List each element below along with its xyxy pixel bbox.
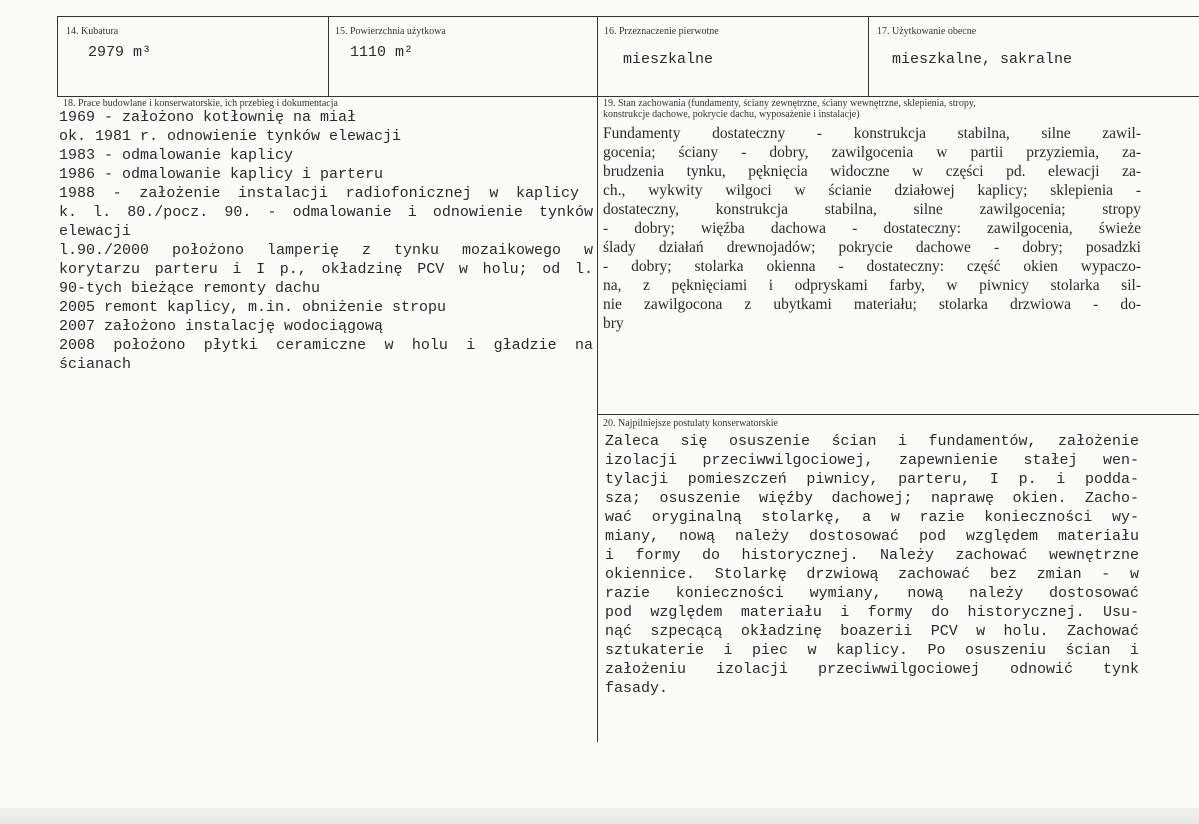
kubatura-label: 14. Kubatura: [66, 26, 119, 37]
postulaty-label: 20. Najpilniejsze postulaty konserwatorskie: [603, 418, 778, 429]
stan-label-2: konstrukcje dachowe, pokrycie dachu, wyposażenie i instalacje): [603, 109, 860, 120]
prace-line: 1983 - odmalowanie kaplicy: [59, 147, 294, 164]
prace-line: 90-tych bieżące remonty dachu: [59, 280, 321, 297]
left-border: [57, 16, 58, 96]
col-divider-2: [597, 16, 598, 742]
postulaty-line: sztukaterie i piec w kaplicy. Po osuszeniu ścian i: [605, 642, 1139, 659]
stan-line: ślady działań drewnojadów; pokrycie dachowe - dobry; posadzki: [603, 239, 1141, 256]
postulaty-line: założeniu izolacji przeciwwilgociowej odnowić tynk: [605, 661, 1139, 678]
stan-line: gocenia; ściany - dobry, zawilgocenia w partii przyziemia, za-: [603, 144, 1141, 161]
prace-line: ścianach: [59, 356, 132, 373]
postulaty-line: Zaleca się osuszenie ścian i fundamentów, założenie: [605, 433, 1139, 450]
uzytkowanie-label: 17. Użytkowanie obecne: [877, 26, 977, 37]
postulaty-line: i formy do historycznej. Należy zachować wewnętrzne: [605, 547, 1139, 564]
prace-line: 2007 założono instalację wodociągową: [59, 318, 384, 335]
stan-line: brudzenia tynku, pęknięcia widoczne w części pd. elewacji za-: [603, 163, 1141, 180]
top-border: [57, 16, 1199, 17]
postulaty-line: fasady.: [605, 680, 669, 697]
kubatura-value: 2979 m³: [88, 44, 152, 61]
przeznaczenie-value: mieszkalne: [623, 51, 714, 68]
stan-line: - dobry; więźba dachowa - dostateczny: zawilgocenia, świeże: [603, 220, 1141, 237]
scan-edge: [0, 808, 1199, 824]
prace-line: korytarzu parteru i I p., okładzinę PCV w holu; od l.: [59, 261, 593, 278]
col-divider-1: [328, 16, 329, 96]
prace-line: l.90./2000 położono lamperię z tynku mozaikowego w: [59, 242, 593, 259]
powierzchnia-label: 15. Powierzchnia użytkowa: [335, 26, 446, 37]
prace-line: 1969 - założono kotłownię na miał: [59, 109, 357, 126]
prace-line: 2008 położono płytki ceramiczne w holu i gładzie na: [59, 337, 593, 354]
col-divider-3: [868, 16, 869, 96]
stan-line: Fundamenty dostateczny - konstrukcja stabilna, silne zawil-: [603, 125, 1141, 142]
postulaty-line: sza; osuszenie więźby dachowej; naprawę okien. Zacho-: [605, 490, 1139, 507]
przeznaczenie-label: 16. Przeznaczenie pierwotne: [604, 26, 719, 37]
stan-line: - dobry; stolarka okienna - dostateczny: część okien wypaczo-: [603, 258, 1141, 275]
postulaty-line: izolacji przeciwwilgociowej, zapewnienie stałej wen-: [605, 452, 1139, 469]
prace-label: 18. Prace budowlane i konserwatorskie, ich przebieg i dokumentacja: [63, 98, 338, 109]
stan-line: dostateczny, konstrukcja stabilna, silne zawilgocenia; stropy: [603, 201, 1141, 218]
postulaty-line: wać oryginalną stolarkę, a w razie konieczności wy-: [605, 509, 1139, 526]
prace-line: 1986 - odmalowanie kaplicy i parteru: [59, 166, 384, 183]
section-divider-right: [597, 414, 1199, 415]
row-divider: [57, 96, 1199, 97]
postulaty-line: miany, nową należy dostosować pod względem materiału: [605, 528, 1139, 545]
stan-line: bry: [603, 315, 624, 332]
postulaty-line: pod względem materiału i formy do historycznej. Usu-: [605, 604, 1139, 621]
postulaty-line: razie konieczności wymiany, nową należy dostosować: [605, 585, 1139, 602]
postulaty-line: nąć szpecącą okładzinę boazerii PCV w holu. Zachować: [605, 623, 1139, 640]
stan-label-1: 19. Stan zachowania (fundamenty, ściany zewnętrzne, ściany wewnętrzne, sklepienia, stropy,: [603, 98, 976, 109]
prace-line: ok. 1981 r. odnowienie tynków elewacji: [59, 128, 402, 145]
prace-line: k. l. 80./pocz. 90. - odmalowanie i odnowienie tynków: [59, 204, 593, 221]
postulaty-line: okiennice. Stolarkę drzwiową zachować bez zmian - w: [605, 566, 1139, 583]
stan-line: ch., wykwity wilgoci w ścianie działowej kaplicy; sklepienia -: [603, 182, 1141, 199]
postulaty-line: tylacji pomieszczeń piwnicy, parteru, I p. i podda-: [605, 471, 1139, 488]
powierzchnia-value: 1110 m²: [350, 44, 414, 61]
stan-line: na, z pęknięciami i odpryskami farby, w piwnicy stolarka sil-: [603, 277, 1141, 294]
uzytkowanie-value: mieszkalne, sakralne: [892, 51, 1073, 68]
stan-line: nie zawilgocona z ubytkami materiału; stolarka drzwiowa - do-: [603, 296, 1141, 313]
prace-line: elewacji: [59, 223, 132, 240]
prace-line: 1988 - założenie instalacji radiofonicznej w kaplicy: [59, 185, 579, 202]
prace-line: 2005 remont kaplicy, m.in. obniżenie stropu: [59, 299, 447, 316]
